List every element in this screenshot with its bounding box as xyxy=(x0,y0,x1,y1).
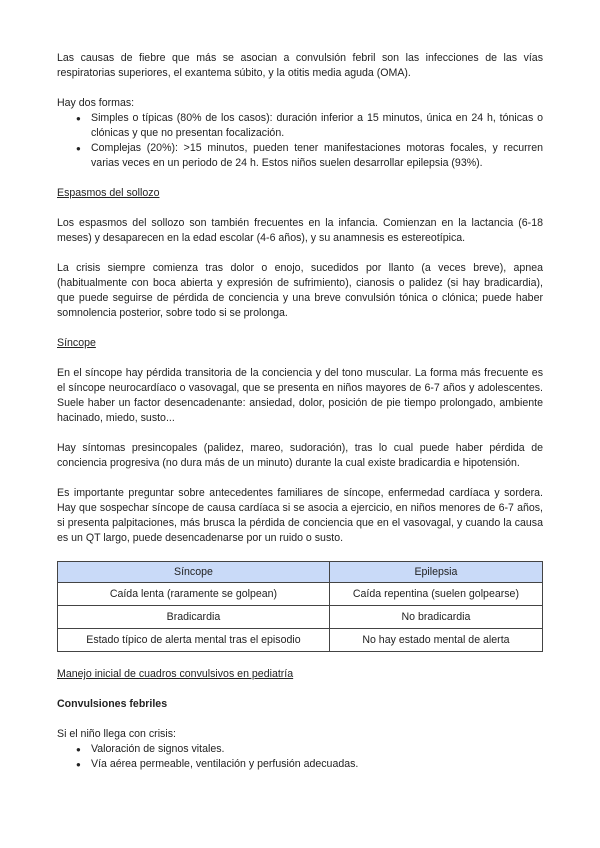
table-cell: Estado típico de alerta mental tras el episodio xyxy=(58,629,330,652)
table-cell: Caída repentina (suelen golpearse) xyxy=(329,583,542,606)
table-header-cell: Síncope xyxy=(58,562,330,583)
heading-manejo: Manejo inicial de cuadros convulsivos en pediatría xyxy=(57,668,294,680)
paragraph-espasmos-1: Los espasmos del sollozo son también frecuentes en la infancia. Comienzan en la lactancia (6-18 meses) y desaparecen en la edad escolar (4-6 años), y su anamnesis es estereotípica. xyxy=(57,217,543,244)
table-row xyxy=(58,606,543,629)
forms-intro: Hay dos formas: xyxy=(57,97,135,109)
table-header-cell: Epilepsia xyxy=(329,562,542,583)
paragraph-fever-causes: Las causas de fiebre que más se asocian a convulsión febril son las infecciones de las vías respiratorias superiores, el exantema súbito, y la otitis media aguda (OMA). xyxy=(57,52,543,79)
list-item: ● Vía aérea permeable, ventilación y perfusión adecuadas. xyxy=(91,757,543,772)
paragraph-sincope-2: Hay síntomas presincopales (palidez, mareo, sudoración), tras lo cual puede haber pérdida de conciencia progresiva (no dura más de un minuto) durante la cual existe bradicardia e hipotensión. xyxy=(57,442,543,469)
list-item: ● Complejas (20%): >15 minutos, pueden tener manifestaciones motoras focales, y recurren varias veces en un periodo de 24 h. Estos niños suelen desarrollar epilepsia (93%). xyxy=(91,141,543,171)
paragraph-sincope-3: Es importante preguntar sobre antecedentes familiares de síncope, enfermedad cardíaca y sordera. Hay que sospechar síncope de causa cardíaca si se asocia a ejercicio, en niños menores de 6-7 años, si presenta palpitaciones, más brusca la pérdida de conciencia que en el vasovagal, y cuando la causa es un QT largo, puede desencadenarse por un ruido o susto. xyxy=(57,487,543,544)
table-header-row xyxy=(58,562,543,583)
table-cell: Bradicardia xyxy=(58,606,330,629)
table-row xyxy=(58,629,543,652)
list-item: ● Simples o típicas (80% de los casos): duración inferior a 15 minutos, única en 24 h, tónicas o clónicas y que no presentan focalización. xyxy=(91,111,543,141)
paragraph-espasmos-2: La crisis siempre comienza tras dolor o enojo, sucedidos por llanto (a veces breve), apnea (habitualmente con boca abierta y expresión de sufrimiento), cianosis o palidez (si hay bradicardia), que puede seguirse de pérdida de conciencia y una breve convulsión tónica o clónica; puede haber somnolencia posterior, sobre todo si se prolonga. xyxy=(57,262,543,319)
table-cell: No hay estado mental de alerta xyxy=(329,629,542,652)
table-cell: Caída lenta (raramente se golpean) xyxy=(58,583,330,606)
crisis-list xyxy=(57,742,543,772)
comparison-table xyxy=(57,561,543,652)
table-cell: No bradicardia xyxy=(329,606,542,629)
paragraph-sincope-1: En el síncope hay pérdida transitoria de la conciencia y del tono muscular. La forma más frecuente es el síncope neurocardíaco o vasovagal, que se presenta en niños mayores de 6-7 años y adolescentes. Suele haber un factor desencadenante: ansiedad, dolor, posición de pie tiempo prolongado, ambiente hacinado, miedo, susto... xyxy=(57,367,543,424)
crisis-intro: Si el niño llega con crisis: xyxy=(57,728,176,740)
list-item: ● Valoración de signos vitales. xyxy=(91,742,543,757)
table-row xyxy=(58,583,543,606)
forms-list xyxy=(57,111,543,171)
heading-convulsiones-febriles: Convulsiones febriles xyxy=(57,698,168,710)
heading-espasmos: Espasmos del sollozo xyxy=(57,187,160,199)
heading-sincope: Síncope xyxy=(57,337,96,349)
